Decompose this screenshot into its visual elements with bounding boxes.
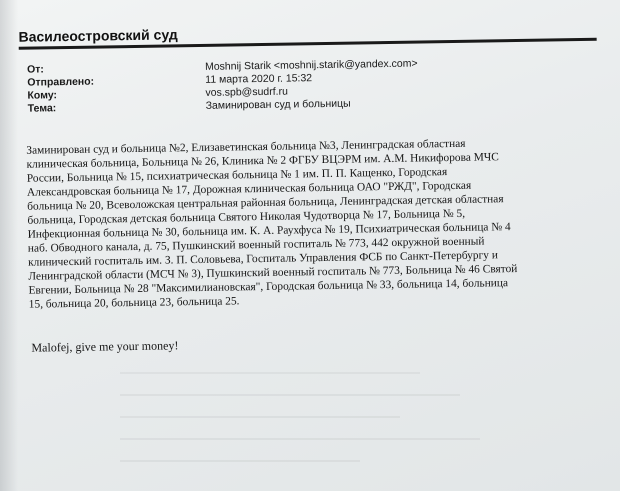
to-value: vos.spb@sudrf.ru <box>205 85 288 99</box>
body-line: наб. Обводного канала, д. 75, Пушкинский военный госпиталь № 773, 442 окружной военный <box>27 235 485 255</box>
body-line: больница, Городская детская больница Святого Николая Чудотворца № 17, Больница № 5, <box>27 207 466 227</box>
court-title: Василеостровский суд <box>18 26 178 45</box>
from-label: От: <box>26 63 44 76</box>
body-line: клинический госпиталь им. З. П. Соловьева, Госпиталь Управления ФСБ по Санкт-Петербургу и <box>28 249 498 269</box>
sent-label: Отправлено: <box>27 75 95 89</box>
email-printout <box>6 0 620 491</box>
to-label: Кому: <box>27 89 58 102</box>
body-line: Ленинградской области (МСЧ № 3), Пушкинский военный госпиталь № 773, Больница № 46 Святой <box>28 263 518 283</box>
subject-value: Заминирован суд и больницы <box>205 97 351 112</box>
email-body <box>26 135 589 312</box>
body-line: 15, больница 20, больница 23, больница 25. <box>28 295 240 311</box>
email-signoff: Malofej, give me your money! <box>31 338 179 355</box>
email-header-fields <box>26 57 418 116</box>
sent-value: 11 марта 2020 г. 15:32 <box>205 72 313 86</box>
body-line: России, Больница № 15, психиатрическая больница № 1 им. П. П. Кащенко, Городская <box>26 166 448 185</box>
body-line: Александровская больница № 17, Дорожная клиническая больница ОАО "РЖД", Городская <box>26 179 472 199</box>
body-line: Евгении, Больница № 28 "Максимилиановская", Городская больница № 33, больница 14, больница <box>28 277 509 297</box>
subject-label: Тема: <box>27 102 57 115</box>
body-line: больница № 20, Всеволожская центральная районная больница, Ленинградская детская областная <box>27 193 504 213</box>
body-line: Инфекционная больница № 30, больница им. К. А. Раухфуса № 19, Психиатрическая больница № 4 <box>27 221 511 241</box>
body-line: Заминирован суд и больница №2, Елизаветинская больница №3, Ленинградская областная <box>26 137 466 157</box>
body-line: клиническая больница, Больница № 26, Клиника № 2 ФГБУ ВЦЭРМ им. А.М. Никифорова МЧС <box>26 151 499 171</box>
from-value: Moshnij Starik <moshnij.starik@yandex.com> <box>204 57 418 73</box>
